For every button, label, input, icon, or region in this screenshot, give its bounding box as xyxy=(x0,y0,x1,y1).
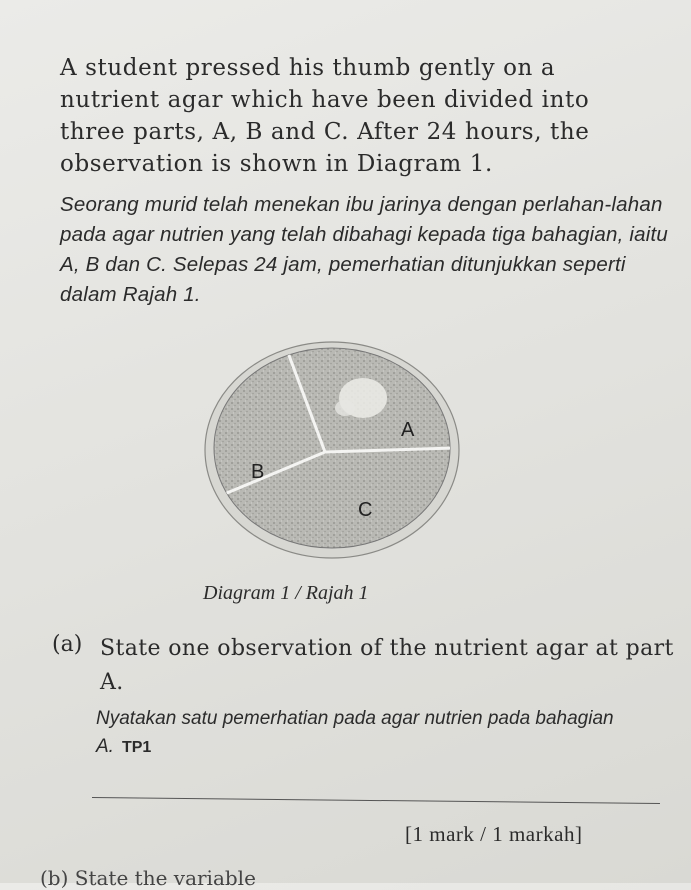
label-b: B xyxy=(251,461,265,483)
question-number: (a) xyxy=(52,632,83,657)
level-badge: TP1 xyxy=(121,739,152,756)
question-a-malay xyxy=(96,705,656,762)
intro-english: A student pressed his thumb gently on a nutrient agar which have been divided into three parts, A, B and C. After 24 hours, the observation is shown in Diagram 1. xyxy=(60,55,590,177)
label-c: C xyxy=(358,499,373,521)
intro-malay: Seorang murid telah menekan ibu jarinya dengan perlahan-lahan pada agar nutrien yang telah dibahagi kepada tiga bahagian, iaitu A, B dan C. Selepas 24 jam, pemerhatian ditunjukkan seperti dalam Rajah 1. xyxy=(60,193,668,306)
label-a: A xyxy=(401,419,415,441)
diagram-caption: Diagram 1 / Rajah 1 xyxy=(203,582,369,604)
question-a-english: State one observation of the nutrient agar at part A. xyxy=(100,636,674,695)
petri-dish-diagram xyxy=(195,330,465,570)
marks-label: [1 mark / 1 markah] xyxy=(405,822,583,846)
question-a-malay-text: Nyatakan satu pemerhatian pada agar nutrien pada bahagian A. xyxy=(96,708,614,757)
answer-line[interactable] xyxy=(92,797,660,804)
next-question-partial: (b) State the variable xyxy=(40,866,256,890)
